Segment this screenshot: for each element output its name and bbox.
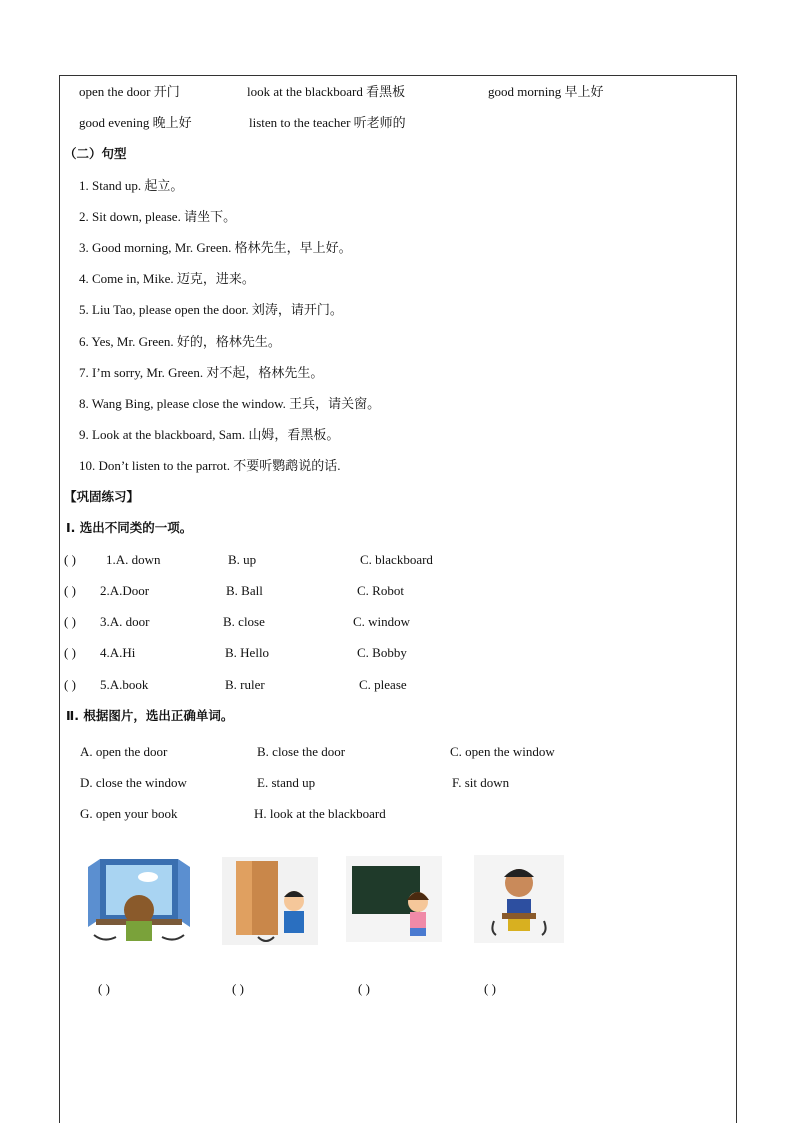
- phrase-option: G. open your book: [80, 806, 178, 821]
- option-a: 2.A.Door: [100, 583, 150, 598]
- option-a: 1.A. down: [106, 552, 161, 567]
- option-c: C. blackboard: [360, 552, 433, 567]
- vocab-item: open the door 开门: [79, 84, 180, 99]
- answer-bracket[interactable]: ( ): [64, 677, 76, 692]
- sentence: 8. Wang Bing, please close the window. 王兵，请关窗。: [79, 396, 381, 411]
- sentence: 2. Sit down, please. 请坐下。: [79, 209, 237, 224]
- answer-bracket[interactable]: ( ): [64, 583, 76, 598]
- answer-blank[interactable]: ( ): [358, 981, 370, 996]
- sentence: 10. Don’t listen to the parrot. 不要听鹦鹉说的话.: [79, 458, 341, 473]
- option-b: B. Ball: [226, 583, 263, 598]
- phrase-option: E. stand up: [257, 775, 316, 790]
- answer-bracket[interactable]: ( ): [64, 614, 76, 629]
- phrase-option: B. close the door: [257, 744, 346, 759]
- phrase-option: C. open the window: [450, 744, 555, 759]
- phrase-option: F. sit down: [452, 775, 510, 790]
- vocab-item: listen to the teacher 听老师的: [249, 115, 406, 130]
- option-c: C. Robot: [357, 583, 404, 598]
- answer-blank[interactable]: ( ): [484, 981, 496, 996]
- sentence: 6. Yes, Mr. Green. 好的，格林先生。: [79, 334, 281, 349]
- phrase-option: H. look at the blackboard: [254, 806, 386, 821]
- practice-heading: 【巩固练习】: [64, 489, 140, 504]
- option-b: B. close: [223, 614, 265, 629]
- phrase-option: D. close the window: [80, 775, 187, 790]
- sentence: 3. Good morning, Mr. Green. 格林先生，早上好。: [79, 240, 352, 255]
- answer-blank[interactable]: ( ): [232, 981, 244, 996]
- answer-bracket[interactable]: ( ): [64, 552, 76, 567]
- option-c: C. please: [359, 677, 407, 692]
- option-b: B. up: [228, 552, 257, 567]
- option-c: C. window: [353, 614, 411, 629]
- close-door-picture: [222, 857, 318, 945]
- section-heading: （二）句型: [64, 146, 127, 161]
- part1-title: Ⅰ. 选出不同类的一项。: [66, 520, 193, 535]
- answer-blank[interactable]: ( ): [98, 981, 110, 996]
- part2-title: Ⅱ. 根据图片，选出正确单词。: [66, 708, 234, 723]
- sentence: 1. Stand up. 起立。: [79, 178, 184, 193]
- sentence: 5. Liu Tao, please open the door. 刘涛，请开门。: [79, 302, 343, 317]
- vocab-item: good evening 晚上好: [79, 115, 192, 130]
- open-window-picture: [86, 855, 192, 943]
- option-a: 5.A.book: [100, 677, 149, 692]
- sit-down-picture: [474, 855, 564, 943]
- option-b: B. Hello: [225, 645, 270, 660]
- option-c: C. Bobby: [357, 645, 407, 660]
- option-a: 4.A.Hi: [100, 645, 136, 660]
- sentence: 9. Look at the blackboard, Sam. 山姆，看黑板。: [79, 427, 340, 442]
- vocab-item: look at the blackboard 看黑板: [247, 84, 406, 99]
- blackboard-picture: [346, 856, 442, 942]
- content-frame: [59, 75, 737, 1123]
- vocab-item: good morning 早上好: [488, 84, 604, 99]
- sentence: 7. I’m sorry, Mr. Green. 对不起，格林先生。: [79, 365, 324, 380]
- phrase-option: A. open the door: [80, 744, 168, 759]
- option-a: 3.A. door: [100, 614, 150, 629]
- option-b: B. ruler: [225, 677, 265, 692]
- answer-bracket[interactable]: ( ): [64, 645, 76, 660]
- sentence: 4. Come in, Mike. 迈克，进来。: [79, 271, 255, 286]
